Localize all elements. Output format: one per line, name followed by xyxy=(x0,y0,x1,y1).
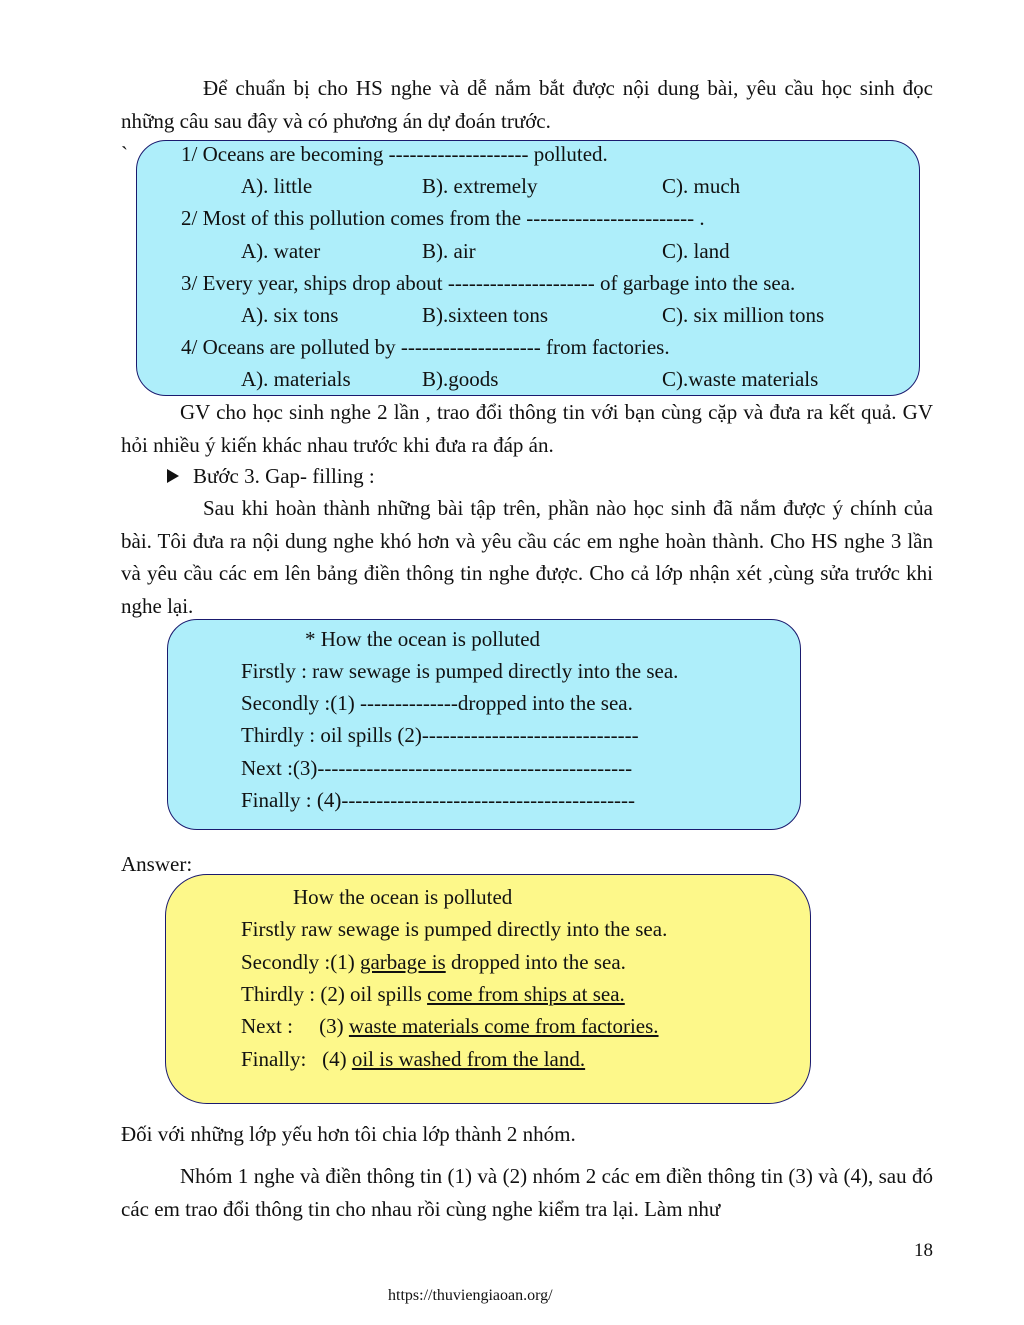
answer-box-title: How the ocean is polluted xyxy=(293,885,513,909)
q1-option-c: C). much xyxy=(662,174,741,198)
step3-heading-text: Bước 3. Gap- filling : xyxy=(193,464,375,488)
answer-label: Answer: xyxy=(121,852,193,876)
q4-option-b: B).goods xyxy=(422,367,499,391)
groups-paragraph: Nhóm 1 nghe và điền thông tin (1) và (2) nhóm 2 các em điền thông tin (3) và (4), sau đó các em trao đổi thông tin cho nhau rồi cùng nghe kiểm tra lại. Làm như xyxy=(121,1164,933,1221)
gap-box-title: * How the ocean is polluted xyxy=(305,627,541,651)
question-2: 2/ Most of this pollution comes from the ------------------------ . xyxy=(181,206,705,230)
footer-url: https://thuviengiaoan.org/ xyxy=(388,1287,553,1304)
answer-line-3-answer: come from ships at sea. xyxy=(427,982,625,1006)
q2-option-c: C). land xyxy=(662,239,730,263)
answer-line-4-answer: waste materials come from factories. xyxy=(348,1014,659,1038)
gap-line-2: Secondly :(1) --------------dropped into the sea. xyxy=(241,691,633,715)
step3-paragraph: Sau khi hoàn thành những bài tập trên, phần nào học sinh đã nắm được ý chính của bài. Tôi đưa ra nội dung nghe khó hơn và yêu cầu các em nghe hoàn thành. Cho HS nghe 3 lần và yêu cầu các em lên bảng điền thông tin nghe được. Cho cả lớp nhận xét ,cùng sửa trước khi nghe lại. xyxy=(121,496,933,618)
q1-option-b: B). extremely xyxy=(422,174,538,198)
q2-option-a: A). water xyxy=(241,239,321,263)
answer-line-5-prefix: Finally: (4) xyxy=(241,1047,352,1071)
answer-line-1: Firstly raw sewage is pumped directly into the sea. xyxy=(241,917,668,941)
answer-line-3 xyxy=(241,980,625,1008)
answer-line-4-prefix: Next : (3) xyxy=(241,1014,349,1038)
gap-line-4: Next :(3)--------------------------------------------- xyxy=(241,756,633,780)
q3-option-a: A). six tons xyxy=(241,303,339,327)
q3-option-c: C). six million tons xyxy=(662,303,825,327)
answer-line-3-prefix: Thirdly : (2) oil spills xyxy=(241,982,428,1006)
listening-paragraph: GV cho học sinh nghe 2 lần , trao đổi thông tin với bạn cùng cặp và đưa ra kết quả. GV hỏi nhiều ý kiến khác nhau trước khi đưa ra đáp án. xyxy=(121,400,933,457)
intro-paragraph: Để chuẩn bị cho HS nghe và dễ nắm bắt được nội dung bài, yêu cầu học sinh đọc những câu sau đây và có phương án dự đoán trước. xyxy=(121,76,933,133)
gap-line-3: Thirdly : oil spills (2)------------------------------- xyxy=(241,723,639,747)
question-4: 4/ Oceans are polluted by -------------------- from factories. xyxy=(181,335,670,359)
question-1: 1/ Oceans are becoming -------------------- polluted. xyxy=(181,142,608,166)
q1-option-a: A). little xyxy=(241,174,313,198)
page-number: 18 xyxy=(914,1240,933,1261)
answer-line-2-answer: garbage is xyxy=(359,950,446,974)
q4-option-c: C).waste materials xyxy=(662,367,819,391)
stray-mark: ` xyxy=(121,142,128,166)
answer-line-2 xyxy=(241,948,626,976)
q2-option-b: B). air xyxy=(422,239,476,263)
answer-line-2-prefix: Secondly :(1) xyxy=(241,950,360,974)
answer-line-4 xyxy=(241,1012,659,1040)
question-3: 3/ Every year, ships drop about --------------------- of garbage into the sea. xyxy=(181,271,796,295)
weak-class-paragraph: Đối với những lớp yếu hơn tôi chia lớp thành 2 nhóm. xyxy=(121,1122,576,1146)
answer-line-5-answer: oil is washed from the land. xyxy=(351,1047,586,1071)
q3-option-b: B).sixteen tons xyxy=(422,303,548,327)
step3-heading xyxy=(167,462,375,490)
q4-option-a: A). materials xyxy=(241,367,351,391)
arrow-bullet-icon xyxy=(167,469,179,483)
answer-line-2-suffix: dropped into the sea. xyxy=(445,950,626,974)
gap-line-1: Firstly : raw sewage is pumped directly into the sea. xyxy=(241,659,679,683)
answer-line-5 xyxy=(241,1045,585,1073)
gap-line-5: Finally : (4)------------------------------------------ xyxy=(241,788,636,812)
